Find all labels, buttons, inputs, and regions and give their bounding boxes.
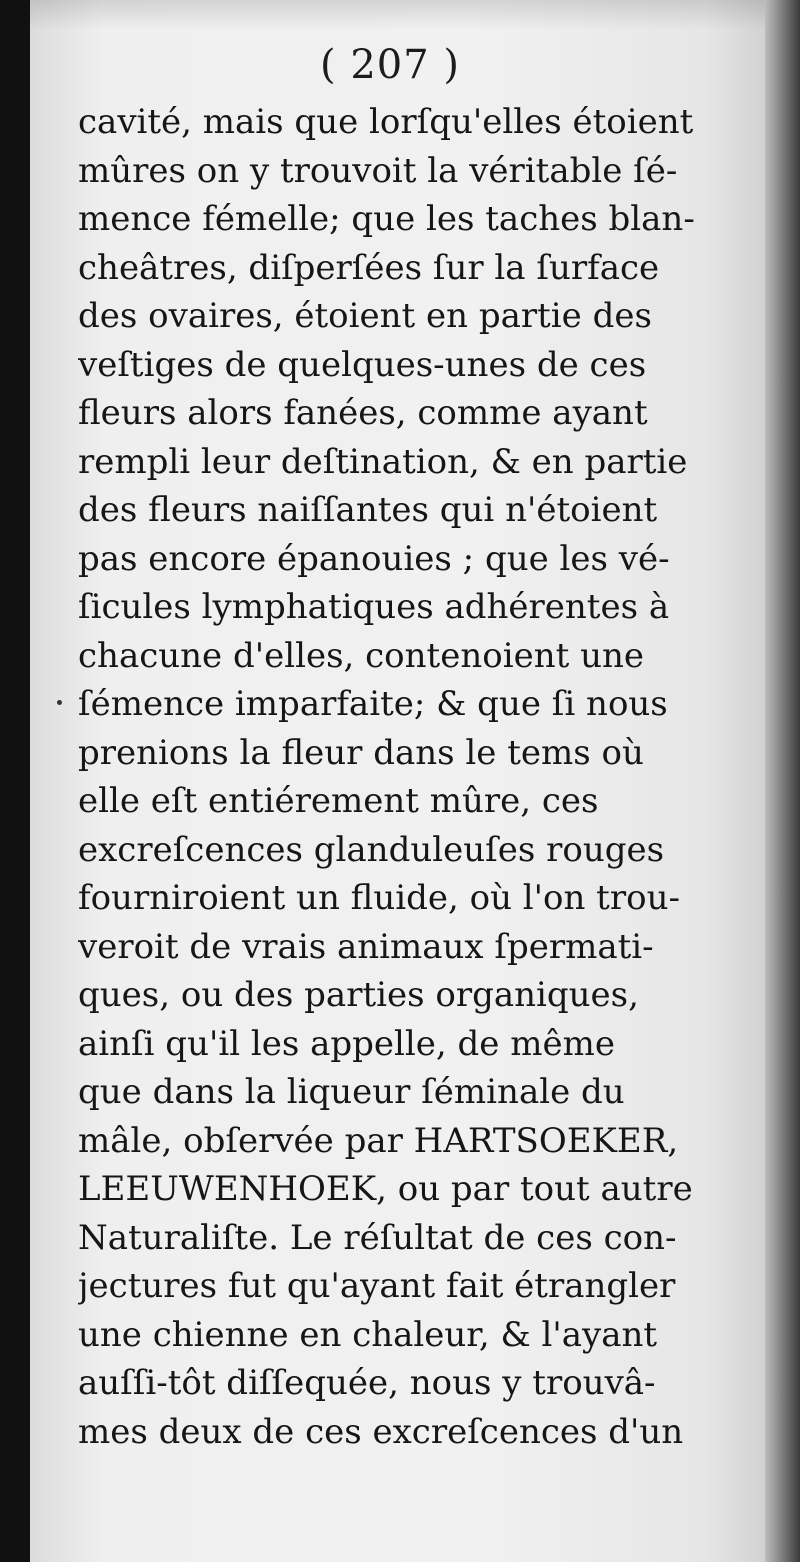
text-line: mence fémelle; que les taches blan- [78,199,695,239]
text-line: que dans la liqueur ſéminale du [78,1072,625,1112]
text-line: mâle, obſervée par HARTSOEKER, [78,1120,679,1161]
text-line: jectures fut qu'ayant fait étrangler [78,1266,676,1306]
text-line: fleurs alors fanées, comme ayant [78,393,648,433]
text-line: veſtiges de quelques-unes de ces [78,344,647,385]
text-line: veroit de vrais animaux ſpermati- [78,926,654,967]
text-line: cavité, mais que lorſqu'elles étoient [78,102,694,142]
text-line: une chienne en chaleur, & l'ayant [78,1314,658,1355]
text-line: fourniroient un fluide, où l'on trou- [78,878,680,918]
text-line: mûres on y trouvoit la véritable ſé- [78,150,678,191]
text-line: elle eſt entiérement mûre, ces [78,781,599,821]
text-line: rempli leur deſtination, & en partie [78,441,688,482]
text-line: prenions la fleur dans le tems où [78,732,644,773]
body-text [78,98,710,1456]
text-line: ſicules lymphatiques adhérentes à [78,587,670,627]
book-gutter-edge [765,0,800,1562]
page-number: ( 207 ) [320,42,460,88]
text-line: excreſcences glanduleuſes rouges [78,829,665,870]
text-line: ques, ou des parties organiques, [78,975,639,1015]
text-line: LEEUWENHOEK, ou par tout autre [78,1169,693,1209]
text-line: cheâtres, diſperſées ſur la ſurface [78,247,660,288]
text-line: des fleurs naiſſantes qui n'étoient [78,490,658,530]
text-line: mes deux de ces excreſcences d'un [78,1411,684,1452]
text-line: chacune d'elles, contenoient une [78,635,644,676]
text-line: auſſi-tôt diſſequée, nous y trouvâ- [78,1363,656,1403]
text-line: ainſi qu'il les appelle, de même [78,1023,615,1064]
text-line: pas encore épanouies ; que les vé- [78,538,670,579]
text-line: ſémence imparfaite; & que ſi nous [78,684,668,724]
margin-ink-dot [57,700,62,705]
text-line: des ovaires, étoient en partie des [78,296,652,336]
text-line: Naturaliſte. Le réſultat de ces con- [78,1217,677,1258]
paper-top-shadow [30,0,765,30]
